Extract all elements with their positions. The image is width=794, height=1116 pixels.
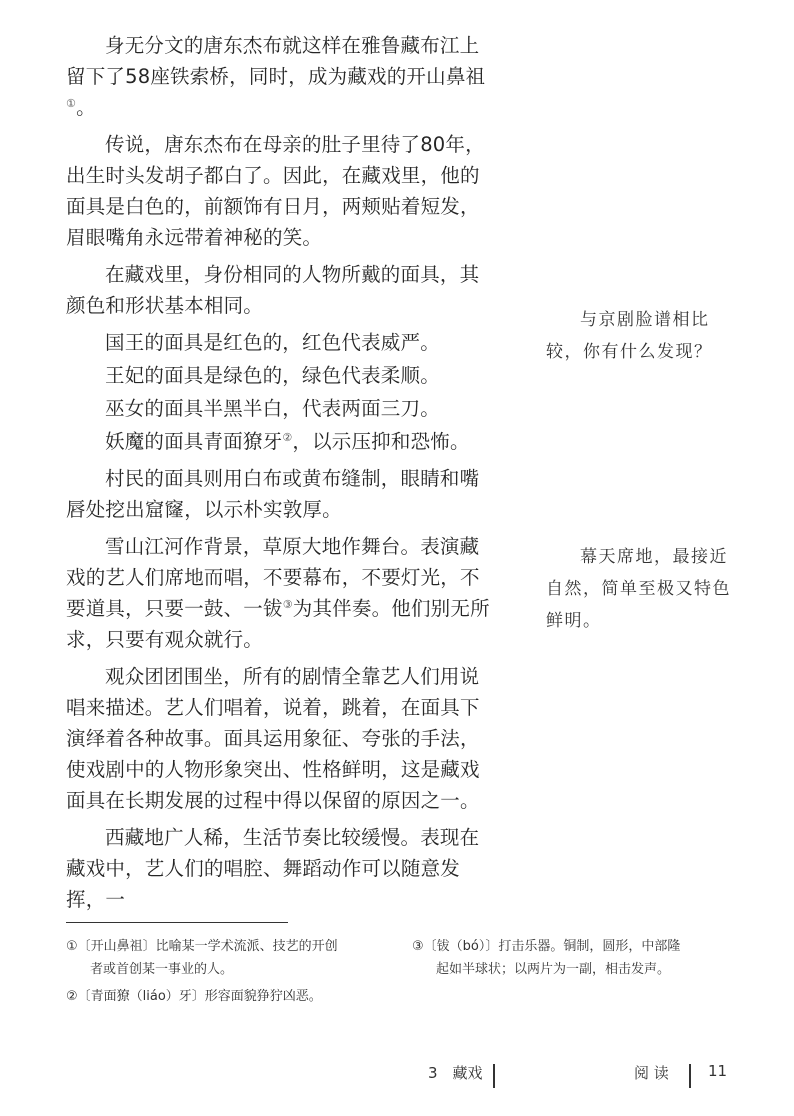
footnote-1 <box>66 935 396 981</box>
paragraph-1: 身无分文的唐东杰布就这样在雅鲁藏布江上留下了58座铁索桥，同时，成为藏戏的开山鼻祖①。 <box>66 34 486 119</box>
footnote-ref-2[interactable]: ② <box>282 431 293 444</box>
footnote-ref-1[interactable]: ① <box>66 97 77 110</box>
footnote-text-cont: 起如半球状；以两片为一副，相击发声。 <box>436 962 671 977</box>
footer-divider <box>689 1064 691 1088</box>
paragraph-3: 在藏戏里，身份相同的人物所戴的面具，其颜色和形状基本相同。 <box>66 263 480 317</box>
footnote-divider <box>66 922 288 923</box>
page-number: 11 <box>708 1062 728 1080</box>
footnote-2 <box>66 985 396 1008</box>
paragraph-8: 村民的面具则用白布或黄布缝制，眼睛和嘴唇处挖出窟窿，以示朴实敦厚。 <box>66 467 480 521</box>
paragraph-11: 西藏地广人稀，生活节奏比较缓慢。表现在藏戏中，艺人们的唱腔、舞蹈动作可以随意发挥，一 <box>66 826 480 911</box>
paragraph-6: 巫女的面具半黑半白，代表两面三刀。 <box>105 397 440 420</box>
footnote-ref-3[interactable]: ③ <box>282 598 293 611</box>
footnote-text: ①〔开山鼻祖〕比喻某一学术流派、技艺的开创 <box>66 939 338 954</box>
footnote-text: ③〔钹（bó）〕打击乐器。铜制，圆形，中部隆 <box>412 939 681 954</box>
footer-divider <box>493 1064 495 1088</box>
paragraph-7: 妖魔的面具青面獠牙②，以示压抑和恐怖。 <box>105 430 470 453</box>
footer-chapter: 3 藏戏 <box>428 1064 483 1082</box>
side-note-2 <box>546 541 736 637</box>
side-note-1 <box>546 304 736 368</box>
paragraph-10: 观众团团围坐，所有的剧情全靠艺人们用说唱来描述。艺人们唱着，说着，跳着，在面具下演绎着各种故事。面具运用象征、夸张的手法，使戏剧中的人物形象突出、性格鲜明，这是藏戏面具在长期发展的过程中得以保留的原因之一。 <box>66 665 480 812</box>
main-text <box>66 30 498 915</box>
footer-section: 阅 读 <box>634 1064 669 1082</box>
paragraph-5: 王妃的面具是绿色的，绿色代表柔顺。 <box>105 364 440 387</box>
footnote-text: ②〔青面獠（liáo）牙〕形容面貌狰狞凶恶。 <box>66 989 322 1004</box>
side-note-text: 与京剧脸谱相比较，你有什么发现？ <box>546 310 713 362</box>
paragraph-2: 传说，唐东杰布在母亲的肚子里待了80年，出生时头发胡子都白了。因此，在藏戏里，他的面具是白色的，前额饰有日月，两颊贴着短发，眉眼嘴角永远带着神秘的笑。 <box>66 133 485 249</box>
paragraph-9: 雪山江河作背景，草原大地作舞台。表演藏戏的艺人们席地而唱，不要幕布，不要灯光，不要道具，只要一鼓、一钹③为其伴奏。他们别无所求，只要有观众就行。 <box>66 535 490 651</box>
side-note-text: 幕天席地，最接近自然，简单至极又特色鲜明。 <box>546 547 731 631</box>
footnote-text-cont: 者或首创某一事业的人。 <box>90 962 234 977</box>
footnote-3 <box>412 935 742 981</box>
paragraph-4: 国王的面具是红色的，红色代表威严。 <box>105 331 440 354</box>
